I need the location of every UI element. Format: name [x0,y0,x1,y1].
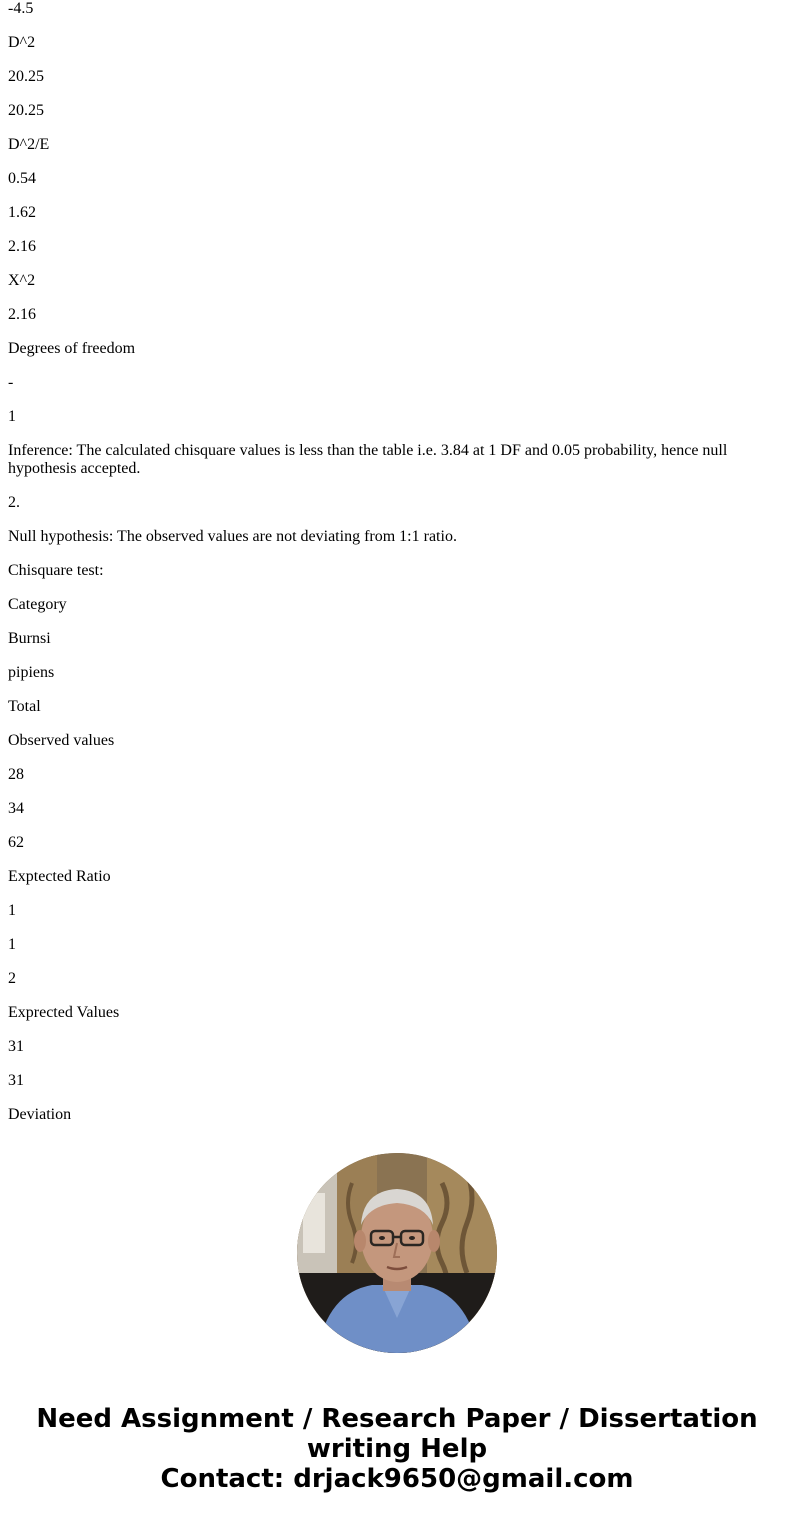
text-line: pipiens [8,664,55,681]
text-line: Exptected Ratio [8,868,111,885]
text-line: 20.25 [8,102,44,119]
cta-contact-email[interactable]: Contact: drjack9650@gmail.com [160,1464,634,1494]
text-line: 2.16 [8,306,36,323]
text-line: Category [8,596,67,613]
text-line: Deviation [8,1106,72,1123]
cta-line-1: Need Assignment / Research Paper / Dissertation [36,1404,758,1434]
document-body [8,0,786,1140]
author-avatar [297,1153,497,1353]
text-line: 28 [8,766,24,783]
text-line: Degrees of freedom [8,340,136,357]
text-line: 31 [8,1038,24,1055]
text-line: Observed values [8,732,115,749]
text-line: 31 [8,1072,24,1089]
text-line: -4.5 [8,0,34,17]
text-line: Total [8,698,41,715]
text-line: D^2/E [8,136,50,153]
text-line: 62 [8,834,24,851]
text-line: Burnsi [8,630,51,647]
text-line: 2. [8,494,20,511]
text-line: 20.25 [8,68,44,85]
text-line: D^2 [8,34,36,51]
contact-banner [0,1404,794,1494]
text-line: 34 [8,800,24,817]
cta-line-2: writing Help [306,1434,488,1464]
author-portrait-image [297,1153,497,1353]
text-line: 2.16 [8,238,36,255]
text-line: Chisquare test: [8,562,104,579]
null-hypothesis-paragraph: Null hypothesis: The observed values are not deviating from 1:1 ratio. [8,528,457,545]
text-line: 1 [8,936,16,953]
inference-paragraph: Inference: The calculated chisquare values is less than the table i.e. 3.84 at 1 DF and 0.05 probability, hence null hypothesis accepted. [8,442,728,477]
text-line: 2 [8,970,16,987]
text-line: - [8,374,14,391]
text-line: X^2 [8,272,36,289]
text-line: 0.54 [8,170,36,187]
text-line: 1.62 [8,204,36,221]
text-line: Exprected Values [8,1004,120,1021]
text-line: 1 [8,902,16,919]
text-line: 1 [8,408,16,425]
